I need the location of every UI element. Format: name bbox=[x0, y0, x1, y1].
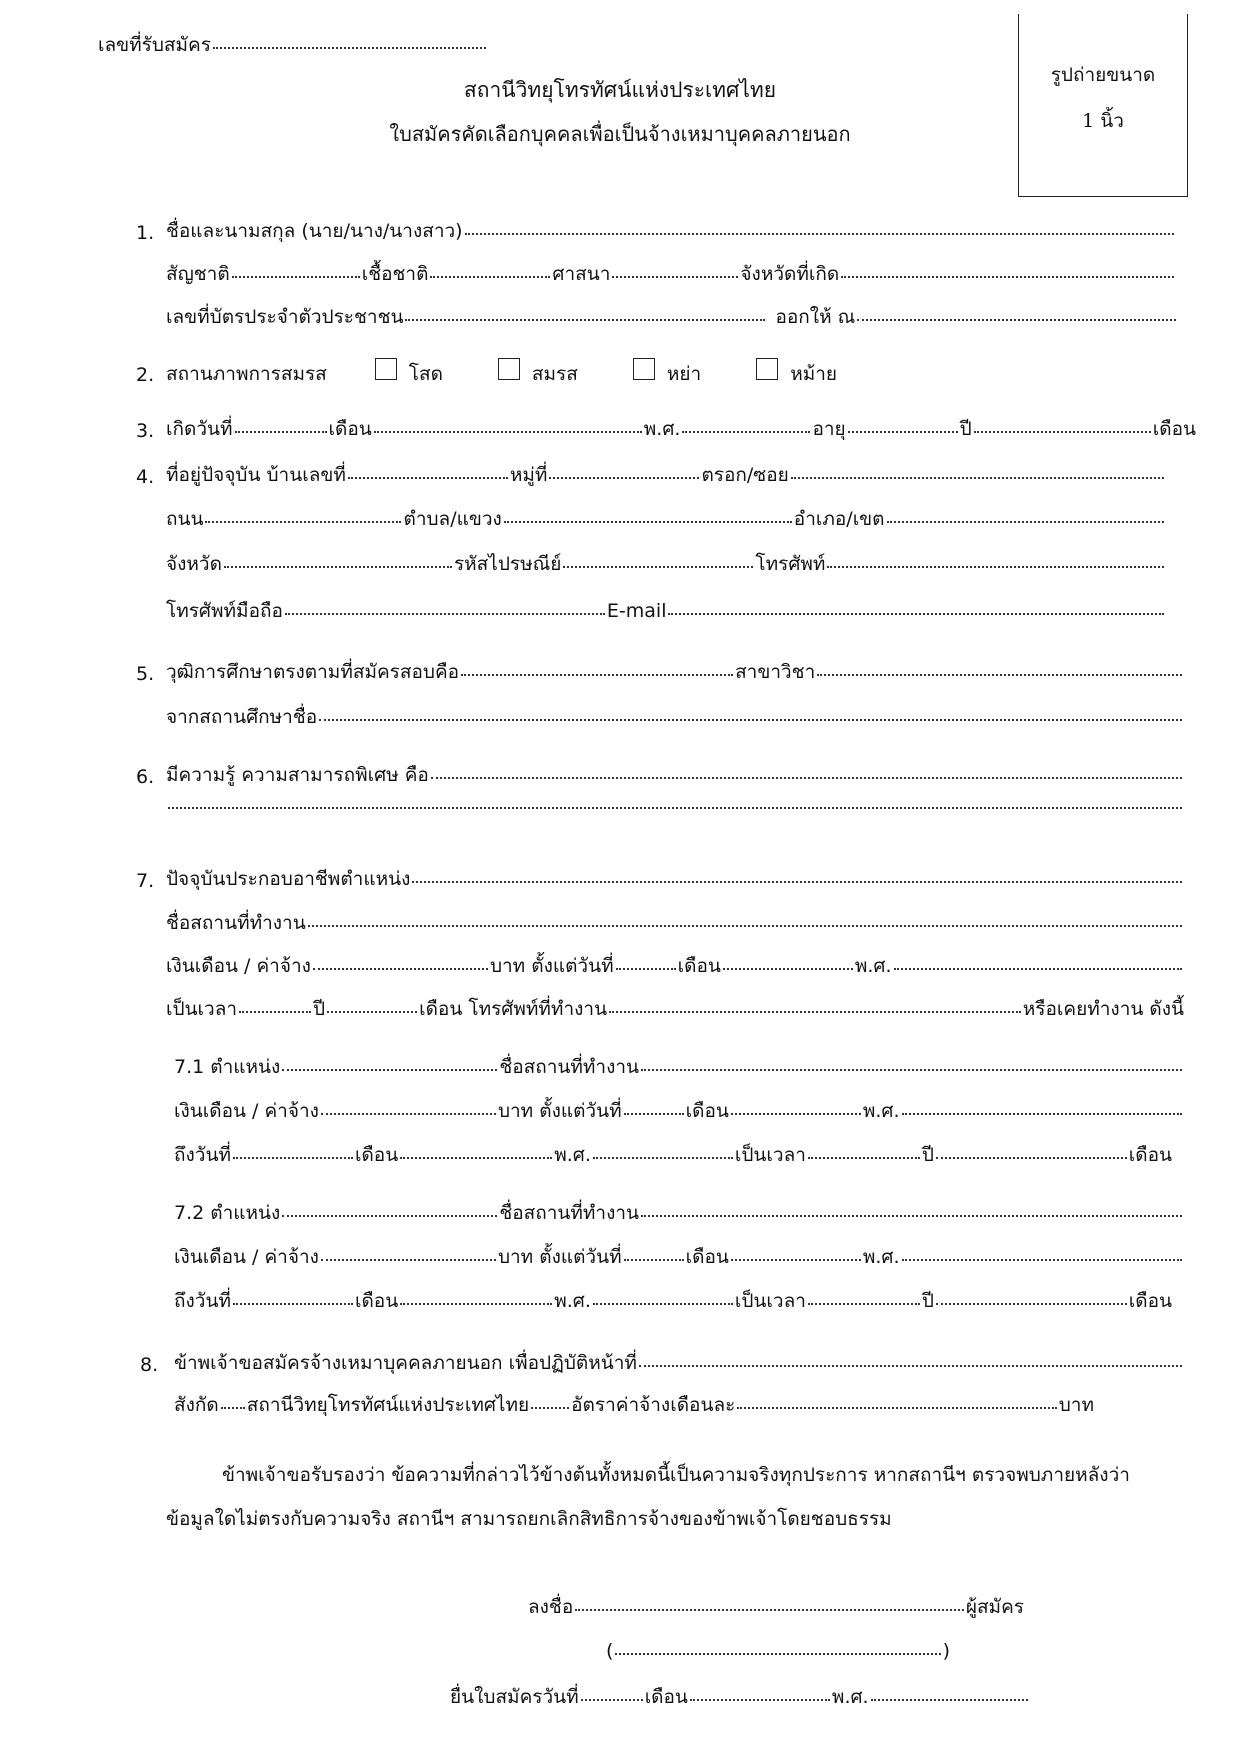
prev-job-2-end-day-field[interactable] bbox=[233, 1302, 353, 1305]
major-field[interactable] bbox=[817, 673, 1182, 676]
salary-field[interactable] bbox=[313, 967, 488, 970]
birth-day-field[interactable] bbox=[235, 430, 327, 433]
prev-job-2-duration-years-field[interactable] bbox=[808, 1302, 920, 1305]
prev-job-2-start-day-label: บาท ตั้งแต่วันที่ bbox=[497, 1246, 622, 1268]
start-year-field[interactable] bbox=[894, 967, 1182, 970]
photo-size-label: รูปถ่ายขนาด bbox=[1050, 64, 1156, 86]
prev-job-2-salary-row bbox=[174, 1242, 1184, 1272]
full-name-row bbox=[166, 216, 1176, 246]
institution-label: จากสถานศึกษาชื่อ bbox=[166, 706, 318, 728]
prev-job-2-workplace-label: ชื่อสถานที่ทำงาน bbox=[499, 1202, 640, 1224]
affiliation-label: สังกัด bbox=[174, 1394, 219, 1416]
signature-row bbox=[528, 1592, 1024, 1622]
application-number-field[interactable] bbox=[213, 46, 486, 49]
submit-year-field[interactable] bbox=[871, 1698, 1028, 1701]
birth-date-row bbox=[166, 414, 1196, 444]
phone-field[interactable] bbox=[827, 565, 1164, 568]
wage-rate-unit: บาท bbox=[1058, 1394, 1094, 1416]
prev-job-1-duration-label: เป็นเวลา bbox=[734, 1144, 806, 1166]
submit-day-field[interactable] bbox=[581, 1698, 643, 1701]
prev-job-2-start-year-field[interactable] bbox=[902, 1258, 1182, 1261]
prev-job-1-start-year-label: พ.ศ. bbox=[862, 1100, 900, 1122]
age-label: อายุ bbox=[812, 418, 846, 440]
prev-job-1-end-year-label: พ.ศ. bbox=[554, 1144, 591, 1166]
option-divorced-label: หย่า bbox=[666, 363, 702, 385]
checkbox-divorced[interactable] bbox=[633, 358, 655, 380]
age-years-label: ปี bbox=[959, 418, 972, 440]
address-row-3 bbox=[166, 549, 1166, 579]
skills-field[interactable] bbox=[431, 776, 1182, 779]
section-6-number: 6. bbox=[136, 766, 155, 788]
wage-rate-label: อัตราค่าจ้างเดือนละ bbox=[571, 1394, 736, 1416]
prev-job-2-start-month-label: เดือน bbox=[685, 1246, 729, 1268]
checkbox-widowed[interactable] bbox=[756, 358, 778, 380]
section-8-number: 8. bbox=[140, 1354, 159, 1376]
moo-field[interactable] bbox=[549, 476, 699, 479]
printed-name-field[interactable] bbox=[615, 1652, 940, 1655]
option-widowed-label: หม้าย bbox=[790, 363, 838, 385]
signature-label: ลงชื่อ bbox=[528, 1596, 574, 1618]
salary-row bbox=[166, 951, 1184, 981]
prev-job-2-workplace-field[interactable] bbox=[641, 1214, 1182, 1217]
applicant-label: ผู้สมัคร bbox=[965, 1596, 1024, 1618]
prev-job-1-duration-months-label: เดือน bbox=[1128, 1144, 1172, 1166]
application-number-row bbox=[98, 30, 488, 60]
soi-field[interactable] bbox=[791, 476, 1164, 479]
full-name-field[interactable] bbox=[465, 232, 1174, 235]
skills-field-2[interactable] bbox=[168, 806, 1182, 809]
declaration-line-1: ข้าพเจ้าขอรับรองว่า ข้อความที่กล่าวไว้ข้างต้นทั้งหมดนี้เป็นความจริงทุกประการ หากสถานีฯ ตรวจพบภายหลังว่า bbox=[222, 1464, 1130, 1486]
prev-job-1-salary-field[interactable] bbox=[321, 1112, 496, 1115]
address-row-1 bbox=[166, 460, 1166, 490]
prev-job-1-duration-years-field[interactable] bbox=[808, 1156, 920, 1159]
submit-month-label: เดือน bbox=[644, 1686, 688, 1708]
submit-year-label: พ.ศ. bbox=[831, 1686, 869, 1708]
house-number-field[interactable] bbox=[348, 476, 508, 479]
id-card-field[interactable] bbox=[405, 318, 765, 321]
amphoe-field[interactable] bbox=[887, 520, 1164, 523]
salary-label: เงินเดือน / ค่าจ้าง bbox=[166, 955, 311, 977]
prev-job-1-start-day-field[interactable] bbox=[624, 1112, 684, 1115]
duration-label: เป็นเวลา bbox=[166, 998, 238, 1020]
prev-job-1-end-year-field[interactable] bbox=[593, 1156, 733, 1159]
issued-at-field[interactable] bbox=[857, 318, 1176, 321]
nationality-field[interactable] bbox=[232, 275, 360, 278]
prev-job-1-salary-row bbox=[174, 1096, 1184, 1126]
birth-year-field[interactable] bbox=[682, 430, 810, 433]
printed-name-row bbox=[606, 1640, 950, 1662]
occupation-label: ปัจจุบันประกอบอาชีพตำแหน่ง bbox=[166, 868, 411, 890]
duration-years-label: ปี bbox=[313, 998, 326, 1020]
checkbox-single[interactable] bbox=[375, 358, 397, 380]
prev-job-2-end-year-field[interactable] bbox=[593, 1302, 733, 1305]
section-7-number: 7. bbox=[136, 870, 155, 892]
education-field[interactable] bbox=[461, 673, 733, 676]
id-card-row bbox=[166, 302, 1178, 332]
road-field[interactable] bbox=[205, 520, 401, 523]
prev-job-1-end-month-label: เดือน bbox=[354, 1144, 399, 1166]
address-row-2 bbox=[166, 504, 1166, 534]
previous-work-label: หรือเคยทำงาน ดังนี้ bbox=[1022, 998, 1184, 1020]
printed-name-open-paren: ( bbox=[606, 1640, 614, 1662]
province-field[interactable] bbox=[224, 565, 452, 568]
prev-job-1-end-day-label: ถึงวันที่ bbox=[174, 1144, 231, 1166]
skills-label: มีความรู้ ความสามารถพิเศษ คือ bbox=[166, 764, 429, 786]
prev-job-2-start-year-label: พ.ศ. bbox=[862, 1246, 900, 1268]
declaration-line-2: ข้อมูลใดไม่ตรงกับความจริง สถานีฯ สามารถยกเลิกสิทธิการจ้างของข้าพเจ้าโดยชอบธรรม bbox=[166, 1508, 892, 1530]
work-phone-label: เดือน โทรศัพท์ที่ทำงาน bbox=[419, 998, 608, 1020]
start-month-field[interactable] bbox=[723, 967, 853, 970]
moo-label: หมู่ที่ bbox=[509, 464, 548, 486]
photo-size-value: 1 นิ้ว bbox=[1082, 110, 1124, 132]
prev-job-1-salary-label: เงินเดือน / ค่าจ้าง bbox=[174, 1100, 319, 1122]
affiliation-org: สถานีวิทยุโทรทัศน์แห่งประเทศไทย bbox=[246, 1394, 530, 1416]
duration-row bbox=[166, 994, 1184, 1024]
start-day-field[interactable] bbox=[616, 967, 676, 970]
birth-province-label: จังหวัดที่เกิด bbox=[740, 263, 840, 285]
application-number-label: เลขที่รับสมัคร bbox=[98, 34, 211, 56]
duration-years-field[interactable] bbox=[239, 1010, 311, 1013]
prev-job-1-workplace-label: ชื่อสถานที่ทำงาน bbox=[499, 1056, 640, 1078]
prev-job-1-end-row bbox=[174, 1140, 1172, 1170]
prev-job-2-duration-label: เป็นเวลา bbox=[734, 1290, 806, 1312]
address-row-4 bbox=[166, 596, 1166, 626]
prev-job-1-end-month-field[interactable] bbox=[400, 1156, 552, 1159]
prev-job-1-end-day-field[interactable] bbox=[233, 1156, 353, 1159]
education-label: วุฒิการศึกษาตรงตามที่สมัครสอบคือ bbox=[166, 661, 460, 683]
skills-row bbox=[166, 760, 1184, 790]
email-field[interactable] bbox=[668, 612, 1164, 615]
province-label: จังหวัด bbox=[166, 553, 222, 575]
mobile-field[interactable] bbox=[285, 612, 605, 615]
prev-job-1-start-month-label: เดือน bbox=[685, 1100, 729, 1122]
option-married-label: สมรส bbox=[531, 363, 578, 385]
prev-job-1-duration-years-label: ปี bbox=[921, 1144, 934, 1166]
section-4-number: 4. bbox=[136, 466, 155, 488]
race-field[interactable] bbox=[430, 275, 550, 278]
institution-field[interactable] bbox=[319, 718, 1182, 721]
religion-label: ศาสนา bbox=[552, 263, 611, 285]
start-day-label: บาท ตั้งแต่วันที่ bbox=[489, 955, 614, 977]
submit-date-row bbox=[450, 1682, 1030, 1712]
start-year-label: พ.ศ. bbox=[854, 955, 892, 977]
house-number-label: ที่อยู่ปัจจุบัน บ้านเลขที่ bbox=[166, 464, 346, 486]
phone-label: โทรศัพท์ bbox=[755, 553, 826, 575]
form-title: สถานีวิทยุโทรทัศน์แห่งประเทศไทย bbox=[463, 78, 777, 102]
option-single-label: โสด bbox=[408, 363, 443, 385]
wage-rate-field[interactable] bbox=[737, 1406, 1056, 1409]
prev-job-2-row bbox=[174, 1198, 1184, 1228]
apply-position-row bbox=[174, 1348, 1184, 1378]
prev-job-2-duration-years-label: ปี bbox=[921, 1290, 934, 1312]
prev-job-1-position-label: 7.1 ตำแหน่ง bbox=[174, 1056, 281, 1078]
full-name-label: ชื่อและนามสกุล (นาย/นาง/นางสาว) bbox=[166, 220, 463, 242]
birth-day-label: เกิดวันที่ bbox=[166, 418, 233, 440]
section-1-number: 1. bbox=[136, 222, 155, 244]
prev-job-2-position-field[interactable] bbox=[282, 1214, 497, 1217]
prev-job-2-salary-field[interactable] bbox=[321, 1258, 496, 1261]
section-2-number: 2. bbox=[136, 364, 155, 386]
workplace-field[interactable] bbox=[308, 924, 1182, 927]
age-months-field[interactable] bbox=[974, 430, 1151, 433]
road-label: ถนน bbox=[166, 508, 204, 530]
checkbox-married[interactable] bbox=[498, 358, 520, 380]
work-phone-field[interactable] bbox=[609, 1010, 1021, 1013]
prev-job-1-duration-months-field[interactable] bbox=[936, 1156, 1127, 1159]
issued-at-label: ออกให้ ณ bbox=[775, 306, 856, 328]
prev-job-2-start-month-field[interactable] bbox=[731, 1258, 861, 1261]
prev-job-2-salary-label: เงินเดือน / ค่าจ้าง bbox=[174, 1246, 319, 1268]
prev-job-2-end-month-label: เดือน bbox=[354, 1290, 399, 1312]
signature-field[interactable] bbox=[575, 1608, 964, 1611]
prev-job-2-start-day-field[interactable] bbox=[624, 1258, 684, 1261]
prev-job-1-workplace-field[interactable] bbox=[641, 1068, 1182, 1071]
workplace-label: ชื่อสถานที่ทำงาน bbox=[166, 912, 306, 934]
prev-job-2-end-month-field[interactable] bbox=[400, 1302, 552, 1305]
prev-job-1-start-day-label: บาท ตั้งแต่วันที่ bbox=[497, 1100, 622, 1122]
affiliation-suffix-field bbox=[531, 1406, 569, 1409]
prev-job-1-row bbox=[174, 1052, 1184, 1082]
occupation-row bbox=[166, 864, 1184, 894]
marital-status-row bbox=[166, 358, 892, 389]
occupation-field[interactable] bbox=[412, 880, 1182, 883]
amphoe-label: อำเภอ/เขต bbox=[793, 508, 885, 530]
birth-month-field[interactable] bbox=[374, 430, 642, 433]
religion-field[interactable] bbox=[612, 275, 738, 278]
prev-job-2-end-row bbox=[174, 1286, 1172, 1316]
age-months-label: เดือน bbox=[1152, 418, 1196, 440]
race-label: เชื้อชาติ bbox=[361, 263, 429, 285]
tambon-label: ตำบล/แขวง bbox=[403, 508, 502, 530]
affiliation-row bbox=[174, 1390, 1094, 1420]
major-label: สาขาวิชา bbox=[735, 661, 816, 683]
photo-box bbox=[1018, 14, 1188, 197]
institution-row bbox=[166, 702, 1184, 732]
workplace-row bbox=[166, 908, 1184, 938]
email-label: E-mail bbox=[606, 600, 667, 622]
postcode-label: รหัสไปรษณีย์ bbox=[453, 553, 562, 575]
prev-job-2-position-label: 7.2 ตำแหน่ง bbox=[174, 1202, 281, 1224]
apply-position-field[interactable] bbox=[639, 1364, 1182, 1367]
prev-job-1-start-year-field[interactable] bbox=[902, 1112, 1182, 1115]
affiliation-prefix-field bbox=[221, 1406, 245, 1409]
submit-day-label: ยื่นใบสมัครวันที่ bbox=[450, 1686, 579, 1708]
birth-province-field[interactable] bbox=[841, 275, 1174, 278]
education-row bbox=[166, 657, 1184, 687]
start-month-label: เดือน bbox=[677, 955, 721, 977]
prev-job-2-end-day-label: ถึงวันที่ bbox=[174, 1290, 231, 1312]
printed-name-close-paren: ) bbox=[942, 1640, 950, 1662]
mobile-label: โทรศัพท์มือถือ bbox=[166, 600, 283, 622]
birth-year-label: พ.ศ. bbox=[643, 418, 681, 440]
prev-job-2-duration-months-label: เดือน bbox=[1128, 1290, 1172, 1312]
nationality-label: สัญชาติ bbox=[166, 263, 230, 285]
prev-job-2-end-year-label: พ.ศ. bbox=[554, 1290, 591, 1312]
tambon-field[interactable] bbox=[504, 520, 792, 523]
section-5-number: 5. bbox=[136, 663, 155, 685]
nationality-row bbox=[166, 259, 1176, 289]
form-subtitle: ใบสมัครคัดเลือกบุคคลเพื่อเป็นจ้างเหมาบุคคลภายนอก bbox=[389, 122, 851, 146]
postcode-field[interactable] bbox=[563, 565, 753, 568]
age-years-field[interactable] bbox=[848, 430, 958, 433]
marital-status-label: สถานภาพการสมรส bbox=[166, 363, 327, 385]
submit-month-field[interactable] bbox=[690, 1698, 830, 1701]
skills-row-2 bbox=[166, 808, 1184, 828]
apply-position-label: ข้าพเจ้าขอสมัครจ้างเหมาบุคคลภายนอก เพื่อปฏิบัติหน้าที่ bbox=[174, 1352, 637, 1374]
soi-label: ตรอก/ซอย bbox=[701, 464, 789, 486]
prev-job-1-position-field[interactable] bbox=[282, 1068, 497, 1071]
prev-job-2-duration-months-field[interactable] bbox=[936, 1302, 1127, 1305]
duration-months-field[interactable] bbox=[327, 1010, 417, 1013]
prev-job-1-start-month-field[interactable] bbox=[731, 1112, 861, 1115]
section-3-number: 3. bbox=[136, 420, 155, 442]
id-card-label: เลขที่บัตรประจำตัวประชาชน bbox=[166, 306, 404, 328]
birth-month-label: เดือน bbox=[328, 418, 372, 440]
